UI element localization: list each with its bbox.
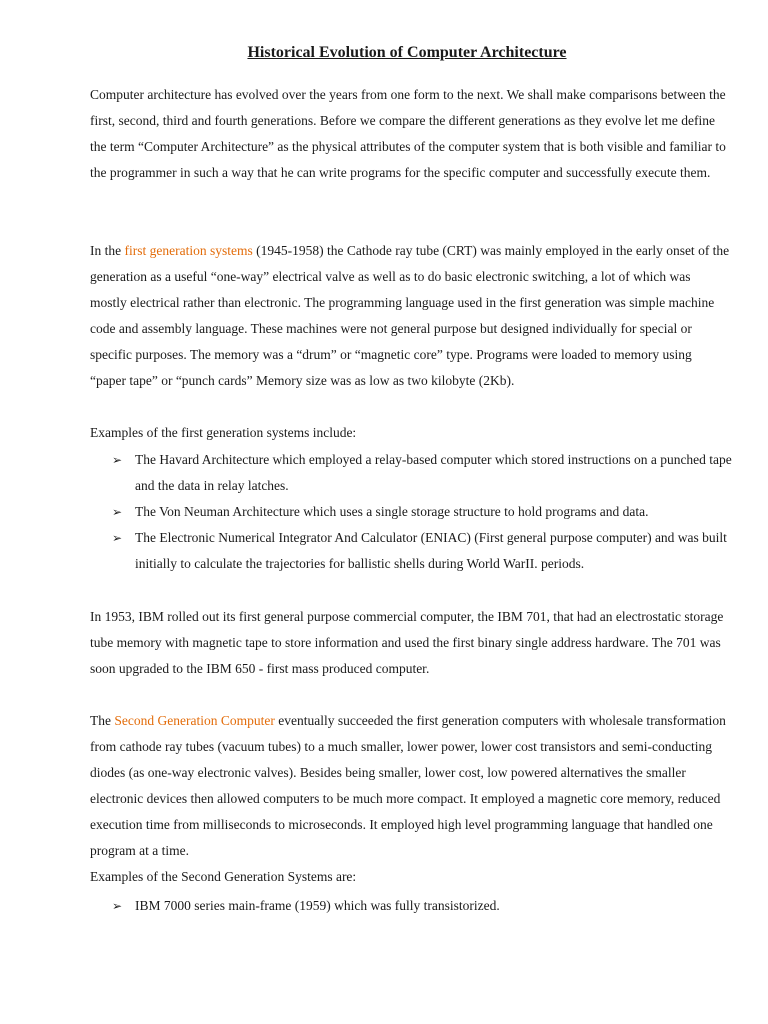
second-generation-examples-list [112,893,732,919]
first-generation-link: first generation systems [124,243,253,258]
list-item-text: IBM 7000 series main-frame (1959) which was fully transistorized. [135,898,500,913]
second-generation-examples-intro: Examples of the Second Generation Systems are: [90,869,357,884]
text-pre: In the [90,243,125,258]
arrow-bullet-icon: ➢ [112,531,123,545]
list-item-text: The Electronic Numerical Integrator And Calculator (ENIAC) (First general purpose computer) and was built initially to calculate the trajectories for ballistic shells during World WarII. periods. [135,530,727,571]
list-item [112,499,732,525]
second-generation-link: Second Generation Computer [114,713,275,728]
text-post: eventually succeeded the first generation computers with wholesale transformation from cathode ray tubes (vacuum tubes) to a much smaller, lower power, lower cost transistors and semi-conducting diodes (as one-way electronic valves). Besides being smaller, lower cost, low powered alternatives the smaller electronic devices then allowed computers to be much more compact. It employed a magnetic core memory, reduced execution time from milliseconds to microseconds. It employed high level programming language that handled one program at a time. [90,713,726,858]
document-title: Historical Evolution of Computer Architecture [247,44,567,61]
first-generation-paragraph [90,238,730,394]
first-generation-examples-intro: Examples of the first generation systems include: [90,425,357,440]
arrow-bullet-icon: ➢ [112,505,123,519]
list-item-text: The Havard Architecture which employed a relay-based computer which stored instructions on a punched tape and the data in relay latches. [135,452,732,493]
intro-paragraph: Computer architecture has evolved over the years from one form to the next. We shall make comparisons between the first, second, third and fourth generations. Before we compare the different generations as they evolve let me define the term “Computer Architecture” as the physical attributes of the computer system that is both visible and familiar to the programmer in such a way that he can write programs for the specific computer and successfully execute them. [90,87,726,180]
arrow-bullet-icon: ➢ [112,453,123,467]
list-item-text: The Von Neuman Architecture which uses a single storage structure to hold programs and data. [135,504,649,519]
list-item [112,893,732,919]
arrow-bullet-icon: ➢ [112,899,123,913]
first-generation-examples-list [112,447,732,577]
text-pre: The [90,713,115,728]
ibm-701-paragraph: In 1953, IBM rolled out its first general purpose commercial computer, the IBM 701, that had an electrostatic storage tube memory with magnetic tape to store information and used the first binary single address hardware. The 701 was soon upgraded to the IBM 650 - first mass produced computer. [90,609,724,676]
list-item [112,447,732,499]
list-item [112,525,732,577]
text-post: (1945-1958) the Cathode ray tube (CRT) was mainly employed in the early onset of the generation as a useful “one-way” electrical valve as well as to do basic electronic switching, a lot of which was mostly electrical rather than electronic. The programming language used in the first generation was simple machine code and assembly language. These machines were not general purpose but designed individually for special or specific purposes. The memory was a “drum” or “magnetic core” type. Programs were loaded to memory using “paper tape” or “punch cards” Memory size was as low as two kilobyte (2Kb). [90,243,730,388]
second-generation-paragraph [90,708,730,864]
